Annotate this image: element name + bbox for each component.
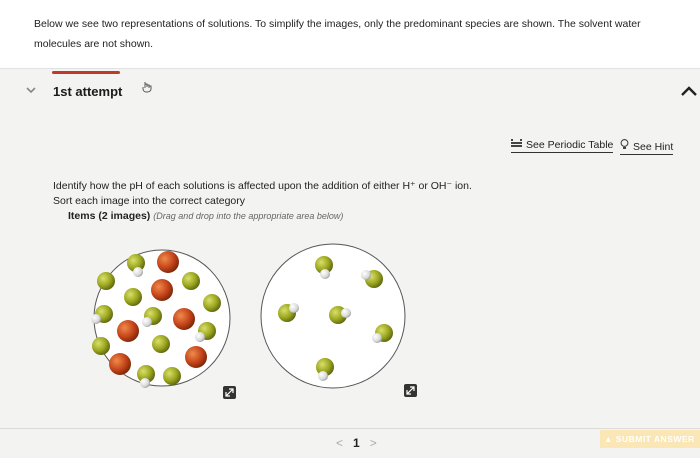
prev-page-button[interactable]: < <box>336 436 344 450</box>
attempt-tab-indicator <box>52 71 120 74</box>
hand-pointer-icon <box>141 80 153 92</box>
footer-divider <box>0 428 700 429</box>
pagination <box>336 436 377 450</box>
items-heading <box>68 210 343 222</box>
question-line-2: Sort each image into the correct category <box>53 195 246 207</box>
chevron-up-icon[interactable] <box>680 84 698 96</box>
expand-icon[interactable] <box>404 384 417 397</box>
expand-icon[interactable] <box>223 386 236 399</box>
chevron-down-icon[interactable] <box>26 86 36 96</box>
question-panel <box>0 69 700 458</box>
submit-label: SUBMIT ANSWER <box>615 434 695 444</box>
hint-link[interactable] <box>620 139 673 155</box>
attempt-label[interactable]: 1st attempt <box>53 84 123 99</box>
submit-icon: ▲ <box>604 434 613 444</box>
hint-label: See Hint <box>633 141 674 153</box>
items-label: Items (2 images) <box>68 210 151 222</box>
question-text <box>53 179 472 209</box>
lightbulb-icon <box>620 139 629 153</box>
items-instruction: (Drag and drop into the appropriate area below) <box>153 211 344 221</box>
intro-section <box>0 0 700 69</box>
next-page-button[interactable]: > <box>369 436 377 450</box>
periodic-table-label: See Periodic Table <box>526 139 614 151</box>
periodic-table-link[interactable] <box>511 139 613 153</box>
submit-answer-button[interactable] <box>600 430 700 448</box>
current-page: 1 <box>353 436 360 450</box>
question-line-1: Identify how the pH of each solutions is affected upon the addition of either H⁺ or OH⁻ ion. <box>53 180 472 192</box>
periodic-table-icon <box>511 139 522 151</box>
intro-text: Below we see two representations of solutions. To simplify the images, only the predominant species are shown. The solvent water molecules are not shown. <box>34 18 641 50</box>
